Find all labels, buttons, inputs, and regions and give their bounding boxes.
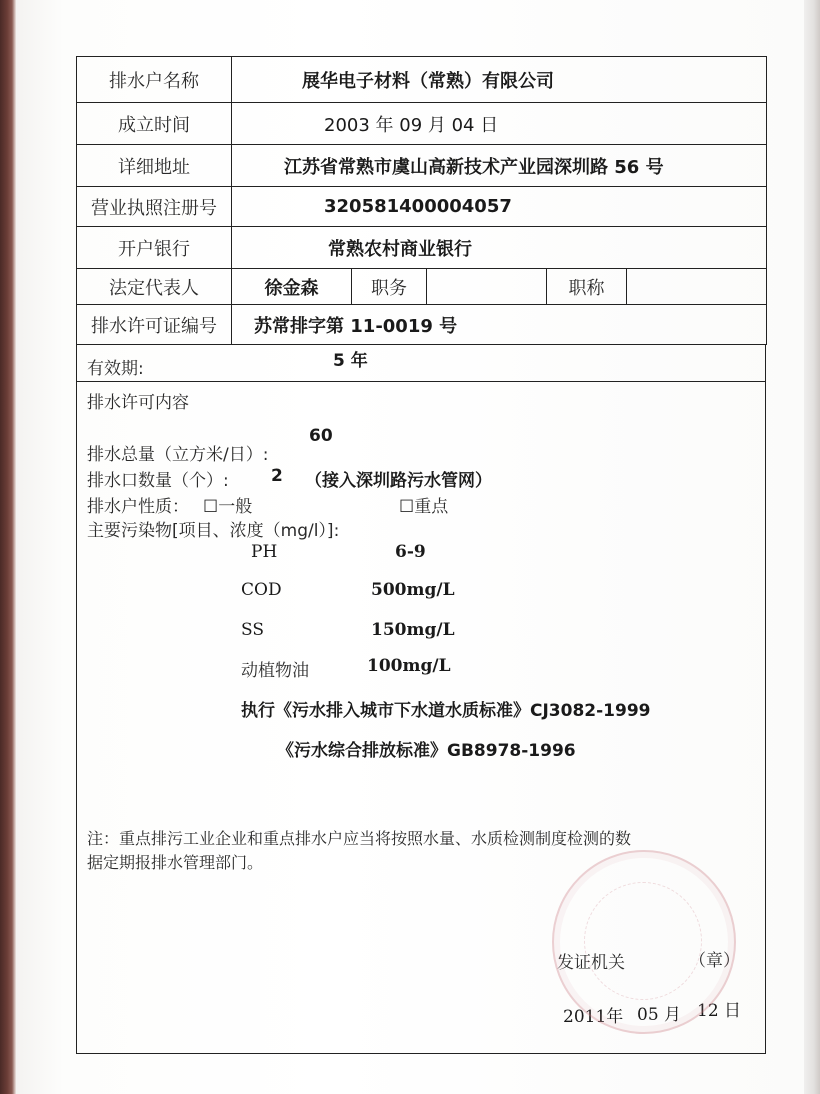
validity-row [76, 344, 766, 382]
established-date-label: 成立时间 [77, 103, 232, 145]
issuing-authority-label: 发证机关 [557, 953, 625, 973]
total-volume-label: 排水总量（立方米/日）: [87, 445, 269, 465]
validity-value: 5 年 [333, 351, 368, 371]
note-line-1: 注：重点排污工业企业和重点排水户应当将按照水量、水质检测制度检测的数 [87, 829, 632, 848]
book-binding-edge [0, 0, 16, 1094]
duty-label: 职务 [352, 269, 427, 305]
total-volume-value: 60 [309, 426, 333, 446]
duty-value [427, 269, 547, 305]
nature-label: 排水户性质： [87, 497, 189, 517]
permit-number-value: 苏常排字第 11-0019 号 [232, 305, 767, 345]
validity-label: 有效期: [87, 359, 144, 379]
bank-value: 常熟农村商业银行 [232, 227, 767, 269]
pollutant-name: SS [241, 620, 264, 640]
legal-rep-value: 徐金森 [232, 269, 352, 305]
permit-info-table [76, 56, 767, 345]
nature-option-general: ☐一般 [203, 497, 253, 517]
content-heading: 排水许可内容 [87, 393, 189, 413]
pollutant-value: 6-9 [395, 542, 426, 562]
address-value: 江苏省常熟市虞山高新技术产业园深圳路 56 号 [232, 145, 767, 187]
pollutant-value: 100mg/L [367, 656, 451, 676]
seal-inner-ring [584, 882, 702, 1000]
official-seal-stamp [552, 850, 736, 1034]
table-row [77, 57, 767, 103]
discharger-name-value: 展华电子材料（常熟）有限公司 [232, 57, 767, 103]
outlets-note: （接入深圳路污水管网） [305, 471, 492, 491]
pollutant-value: 150mg/L [371, 620, 455, 640]
note-line-2: 据定期报排水管理部门。 [87, 853, 264, 872]
table-row [77, 103, 767, 145]
standard-1: 执行《污水排入城市下水道水质标准》CJ3082-1999 [241, 701, 651, 721]
discharger-name-label: 排水户名称 [77, 57, 232, 103]
table-row [77, 269, 767, 305]
bank-label: 开户银行 [77, 227, 232, 269]
pollutant-name: 动植物油 [241, 661, 309, 681]
permit-number-label: 排水许可证编号 [77, 305, 232, 345]
issue-date-year: 2011年 [563, 1007, 624, 1027]
pollutants-label: 主要污染物[项目、浓度（mg/l）]: [87, 521, 340, 541]
issue-date-day: 12 日 [697, 1001, 742, 1021]
table-row [77, 145, 767, 187]
table-row [77, 305, 767, 345]
standard-2: 《污水综合排放标准》GB8978-1996 [277, 741, 576, 761]
legal-rep-label: 法定代表人 [77, 269, 232, 305]
license-number-value: 320581400004057 [232, 187, 767, 227]
page-right-edge [804, 0, 820, 1094]
license-number-label: 营业执照注册号 [77, 187, 232, 227]
pollutant-name: PH [251, 542, 278, 562]
seal-label: （章） [689, 951, 740, 971]
outlets-label: 排水口数量（个）: [87, 471, 229, 491]
table-row [77, 187, 767, 227]
title-label: 职称 [547, 269, 627, 305]
outlets-value: 2 [271, 466, 283, 486]
pollutant-name: COD [241, 580, 282, 600]
address-label: 详细地址 [77, 145, 232, 187]
nature-option-key: ☐重点 [399, 497, 449, 517]
established-date-value: 2003 年 09 月 04 日 [232, 103, 767, 145]
pollutant-value: 500mg/L [371, 580, 455, 600]
title-value [627, 269, 767, 305]
table-row [77, 227, 767, 269]
issue-date-month: 05 月 [637, 1005, 682, 1025]
